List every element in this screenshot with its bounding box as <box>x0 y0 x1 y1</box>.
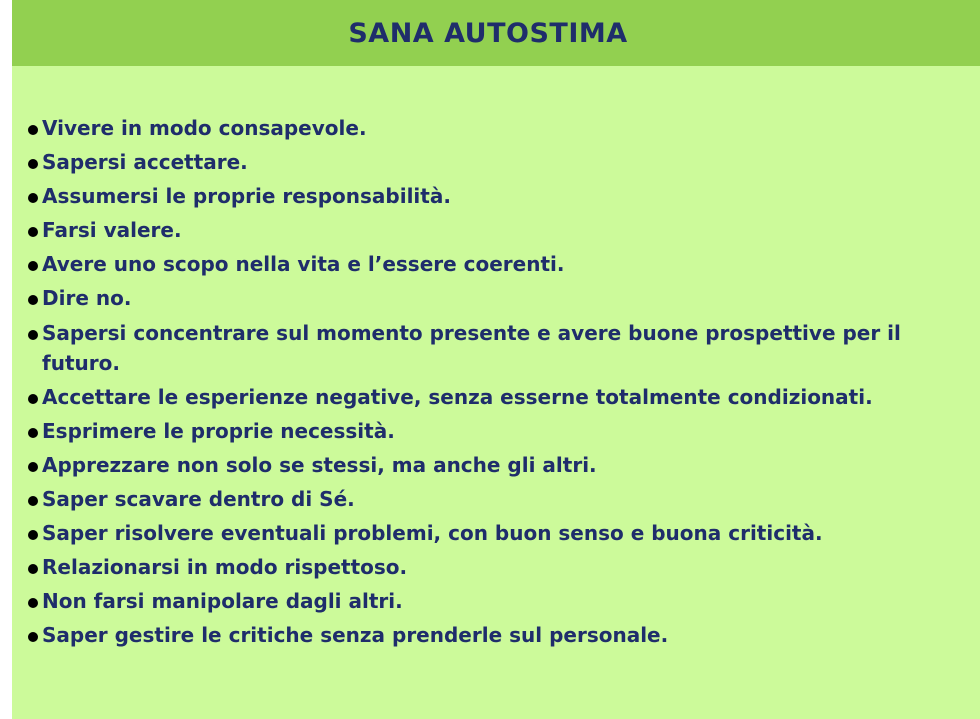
bullet-item <box>28 215 968 245</box>
bullet-text: Saper risolvere eventuali problemi, con buon senso e buona criticità. <box>42 521 823 546</box>
bullet-item <box>28 450 968 480</box>
bullet-dot-icon <box>28 598 38 608</box>
bullet-dot-icon <box>28 159 38 169</box>
bullet-text: Assumersi le proprie responsabilità. <box>42 184 451 209</box>
bullet-text: Accettare le esperienze negative, senza esserne totalmente condizionati. <box>42 384 873 409</box>
bullet-text: Apprezzare non solo se stessi, ma anche gli altri. <box>42 452 597 477</box>
slide-title: SANA AUTOSTIMA <box>348 17 628 49</box>
bullet-dot-icon <box>28 330 38 340</box>
slide <box>12 0 980 719</box>
bullet-text: Relazionarsi in modo rispettoso. <box>42 555 408 580</box>
bullet-dot-icon <box>28 227 38 237</box>
bullet-dot-icon <box>28 564 38 574</box>
bullet-text: Saper gestire le critiche senza prenderle sul personale. <box>42 623 669 648</box>
bullet-item <box>28 249 968 279</box>
bullet-dot-icon <box>28 125 38 135</box>
bullet-text: Farsi valere. <box>42 218 182 243</box>
bullet-item <box>28 181 968 211</box>
bullet-text: Vivere in modo consapevole. <box>42 116 367 140</box>
bullet-text: Sapersi concentrare sul momento presente e avere buone prospettive per il futuro. <box>42 320 901 375</box>
bullet-dot-icon <box>28 496 38 506</box>
bullet-text: Sapersi accettare. <box>42 150 248 175</box>
bullet-text: Avere uno scopo nella vita e l’essere coerenti. <box>42 252 565 277</box>
bullet-list <box>28 113 968 654</box>
bullet-item <box>28 518 968 548</box>
bullet-dot-icon <box>28 462 38 472</box>
bullet-item <box>28 147 968 177</box>
bullet-dot-icon <box>28 428 38 438</box>
bullet-item <box>28 484 968 514</box>
bullet-item <box>28 113 968 143</box>
bullet-text: Esprimere le proprie necessità. <box>42 418 395 443</box>
bullet-dot-icon <box>28 394 38 404</box>
bullet-dot-icon <box>28 632 38 642</box>
bullet-item <box>28 552 968 582</box>
bullet-item <box>28 620 968 650</box>
bullet-text: Non farsi manipolare dagli altri. <box>42 589 403 614</box>
bullet-text: Dire no. <box>42 286 132 311</box>
bullet-dot-icon <box>28 530 38 540</box>
bullet-dot-icon <box>28 261 38 271</box>
bullet-dot-icon <box>28 295 38 305</box>
bullet-item <box>28 416 968 446</box>
bullet-item <box>28 318 968 378</box>
title-bar <box>12 0 980 66</box>
bullet-item <box>28 283 968 313</box>
bullet-item <box>28 382 968 412</box>
bullet-dot-icon <box>28 193 38 203</box>
bullet-item <box>28 586 968 616</box>
bullet-text: Saper scavare dentro di Sé. <box>42 486 355 511</box>
